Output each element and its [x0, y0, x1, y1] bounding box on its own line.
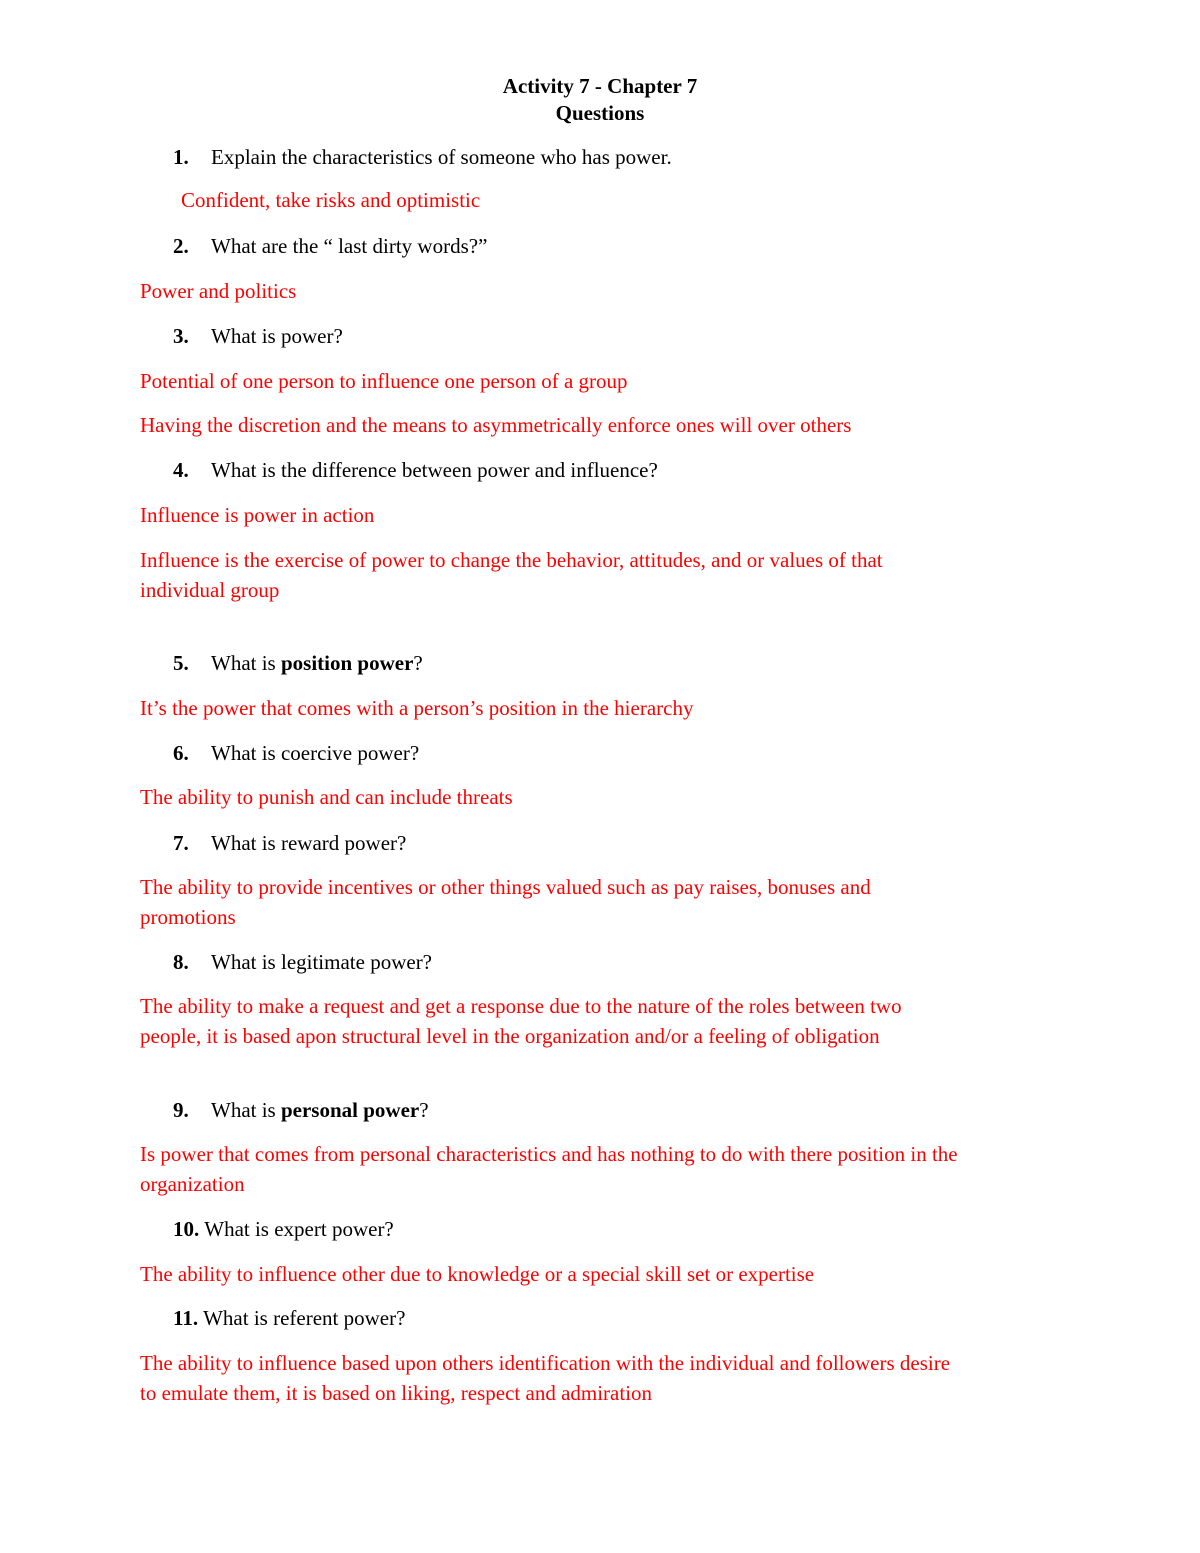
- question-3: [173, 321, 343, 351]
- question-number: 1.: [173, 145, 189, 169]
- answer-5-line-1: It’s the power that comes with a person’s position in the hierarchy: [140, 696, 694, 720]
- question-term: personal power: [280, 1098, 420, 1122]
- answer-8-line-1: The ability to make a request and get a response due to the nature of the roles between two: [140, 994, 902, 1018]
- question-text: Explain the characteristics of someone who has power.: [211, 145, 672, 169]
- answer-4-line-1: Influence is power in action: [140, 503, 375, 527]
- answer-1-line-1: Confident, take risks and optimistic: [181, 188, 481, 212]
- document-subtitle: Questions: [555, 101, 645, 125]
- question-text: What is reward power?: [211, 831, 407, 855]
- question-number: 3.: [173, 324, 189, 348]
- question-text: What is power?: [211, 324, 343, 348]
- answer-3-line-1: Potential of one person to influence one person of a group: [140, 369, 628, 393]
- answer-2-line-1: Power and politics: [140, 279, 297, 303]
- question-term: position power: [280, 651, 414, 675]
- question-4: [173, 455, 658, 485]
- question-9: [173, 1095, 429, 1125]
- question-6: [173, 738, 419, 768]
- question-number: 9.: [173, 1098, 189, 1122]
- question-11: [173, 1303, 405, 1333]
- document-title: Activity 7 - Chapter 7: [502, 74, 698, 98]
- question-number: 10.: [173, 1217, 200, 1241]
- answer-9-line-2: organization: [140, 1172, 245, 1196]
- question-number: 8.: [173, 950, 189, 974]
- answer-4-line-2: Influence is the exercise of power to change the behavior, attitudes, and or values of that: [140, 548, 883, 572]
- answer-11-line-2: to emulate them, it is based on liking, respect and admiration: [140, 1381, 653, 1405]
- question-number: 11.: [173, 1306, 199, 1330]
- question-text: What is expert power?: [204, 1217, 394, 1241]
- answer-11-line-1: The ability to influence based upon others identification with the individual and followers desire: [140, 1351, 951, 1375]
- question-text: What is legitimate power?: [211, 950, 433, 974]
- answer-3-line-2: Having the discretion and the means to asymmetrically enforce ones will over others: [140, 413, 852, 437]
- answer-10-line-1: The ability to influence other due to knowledge or a special skill set or expertise: [140, 1262, 815, 1286]
- answer-7-line-2: promotions: [140, 905, 236, 929]
- question-number: 7.: [173, 831, 189, 855]
- question-number: 5.: [173, 651, 189, 675]
- question-text-end: ?: [413, 651, 423, 675]
- question-2: [173, 231, 487, 261]
- question-7: [173, 828, 406, 858]
- answer-6-line-1: The ability to punish and can include threats: [140, 785, 513, 809]
- question-5: [173, 648, 423, 678]
- question-text: What are the “ last dirty words?”: [211, 234, 488, 258]
- question-text: What is referent power?: [203, 1306, 406, 1330]
- question-text: What is coercive power?: [211, 741, 420, 765]
- answer-9-line-1: Is power that comes from personal characteristics and has nothing to do with there position in the: [140, 1142, 958, 1166]
- answer-4-line-3: individual group: [140, 578, 280, 602]
- question-number: 4.: [173, 458, 189, 482]
- question-number: 6.: [173, 741, 189, 765]
- answer-7-line-1: The ability to provide incentives or other things valued such as pay raises, bonuses and: [140, 875, 871, 899]
- question-text: What is: [211, 651, 281, 675]
- question-1: [173, 142, 672, 172]
- question-10: [173, 1214, 394, 1244]
- question-text: What is: [211, 1098, 281, 1122]
- answer-8-line-2: people, it is based apon structural level in the organization and/or a feeling of obligation: [140, 1024, 880, 1048]
- question-8: [173, 947, 432, 977]
- question-number: 2.: [173, 234, 189, 258]
- question-text: What is the difference between power and influence?: [211, 458, 658, 482]
- question-text-end: ?: [419, 1098, 429, 1122]
